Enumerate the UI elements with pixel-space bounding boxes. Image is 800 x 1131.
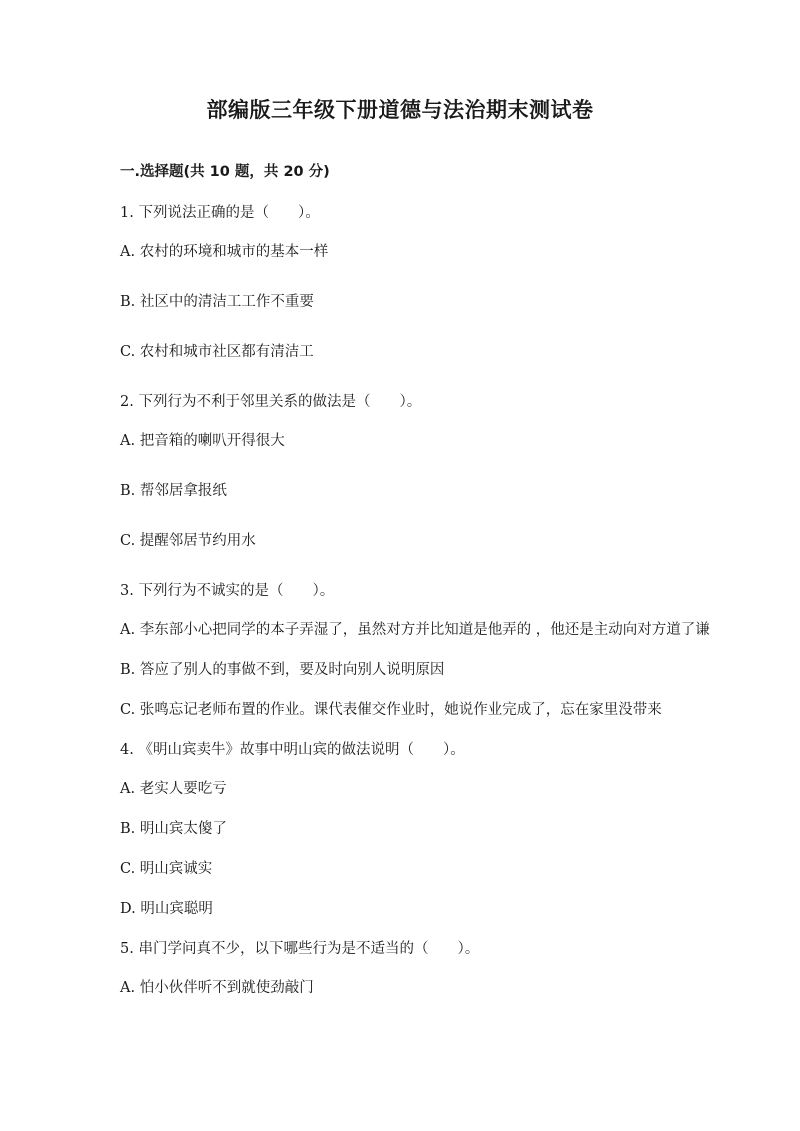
question-option: A. 农村的环境和城市的基本一样 bbox=[120, 244, 329, 260]
question-option: C. 明山宾诚实 bbox=[120, 861, 213, 877]
question-option: B. 答应了别人的事做不到，要及时向别人说明原因 bbox=[120, 662, 445, 678]
question-option: B. 明山宾太傻了 bbox=[120, 821, 227, 837]
question-1 bbox=[120, 202, 720, 363]
question-option: B. 帮邻居拿报纸 bbox=[120, 483, 227, 499]
question-3 bbox=[120, 580, 720, 721]
question-option: C. 张鸣忘记老师布置的作业。课代表催交作业时，她说作业完成了，忘在家里没带来 bbox=[120, 702, 662, 718]
question-option: A. 把音箱的喇叭开得很大 bbox=[120, 433, 285, 449]
page-title: 部编版三年级下册道德与法治期末测试卷 bbox=[206, 98, 594, 122]
question-option: A. 李东部小心把同学的本子弄湿了，虽然对方并比知道是他弄的 ，他还是主动向对方道了谦 bbox=[120, 622, 710, 638]
question-option: C. 农村和城市社区都有清洁工 bbox=[120, 344, 314, 360]
question-stem: 1. 下列说法正确的是（ ）。 bbox=[120, 205, 320, 221]
question-5 bbox=[120, 938, 720, 999]
question-stem: 2. 下列行为不利于邻里关系的做法是（ ）。 bbox=[120, 394, 422, 410]
section-heading: 一.选择题(共 10 题，共 20 分) bbox=[120, 164, 330, 180]
question-stem: 3. 下列行为不诚实的是（ ）。 bbox=[120, 583, 335, 599]
question-option: D. 明山宾聪明 bbox=[120, 901, 213, 917]
question-option: A. 老实人要吃亏 bbox=[120, 781, 227, 797]
question-option: C. 提醒邻居节约用水 bbox=[120, 533, 256, 549]
question-option: B. 社区中的清洁工工作不重要 bbox=[120, 294, 314, 310]
question-option: A. 怕小伙伴听不到就使劲敲门 bbox=[120, 980, 314, 996]
question-2 bbox=[120, 391, 720, 552]
question-stem: 4. 《明山宾卖牛》故事中明山宾的做法说明（ ）。 bbox=[120, 742, 465, 758]
question-stem: 5. 串门学问真不少，以下哪些行为是不适当的（ ）。 bbox=[120, 941, 480, 957]
question-4 bbox=[120, 739, 720, 920]
